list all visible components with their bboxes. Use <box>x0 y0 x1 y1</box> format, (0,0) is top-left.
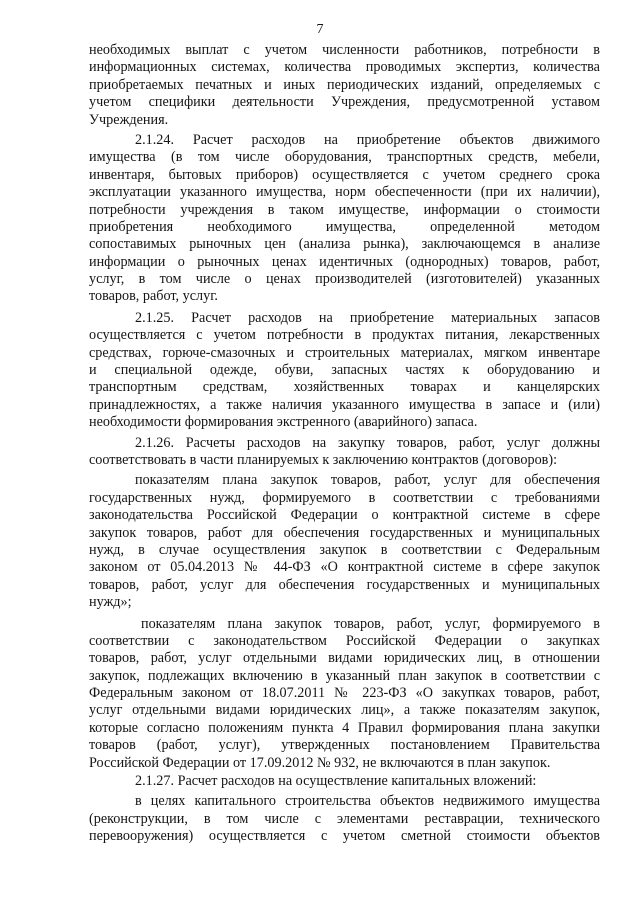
text-line: закупок, подлежащих включению в указанный план закупок в соответствии с <box>89 667 600 684</box>
text-line: государственных нужд, формируемого в соответствии с требованиями <box>89 489 600 506</box>
paragraph-2-1-27-start: 2.1.27. Расчет расходов на осуществление капитальных вложений: <box>135 773 537 790</box>
text-line: нужд»; <box>89 594 132 611</box>
text-line: и специальной одежде, обуви, запасных частях к оборудованию и <box>89 362 600 379</box>
paragraph-2-1-26-start: 2.1.26. Расчеты расходов на закупку товаров, работ, услуг должны <box>135 434 600 451</box>
text-line: имущества (в том числе оборудования, транспортных средств, мебели, <box>89 149 600 166</box>
text-line: Российской Федерации от 17.09.2012 № 932, не включаются в план закупок. <box>89 754 551 771</box>
text-line: информационных системах, количества проводимых экспертиз, количества <box>89 59 600 76</box>
text-line: законом от 05.04.2013 № 44-ФЗ «О контрактной системе в сфере закупок <box>89 559 600 576</box>
paragraph-2-1-25-start: 2.1.25. Расчет расходов на приобретение материальных запасов <box>135 309 600 326</box>
text-line: которые согласно положениям пункта 4 Правил формирования плана закупки <box>89 719 600 736</box>
text-line: услуг отдельными видами юридических лиц», а также показателям закупок, <box>89 702 600 719</box>
text-line: необходимых выплат с учетом численности работников, потребности в <box>89 42 600 58</box>
text-line: средствах, горюче-смазочных и строительных материалах, мягком инвентаре <box>89 344 600 361</box>
text-line: потребности учреждения в таком имуществе, информации о стоимости <box>89 201 600 218</box>
paragraph-plan-223fz-start: показателям плана закупок товаров, работ, услуг, формируемого в <box>141 615 600 632</box>
paragraph-2-1-24-start: 2.1.24. Расчет расходов на приобретение объектов движимого <box>135 131 600 148</box>
paragraph-capital-construction-start: в целях капитального строительства объектов недвижимого имущества <box>135 793 600 810</box>
text-line: эксплуатации указанного имущества, норм обеспеченности (при их наличии), <box>89 184 600 201</box>
text-line: необходимости формирования экстренного (аварийного) запаса. <box>89 414 478 431</box>
text-line: приобретаемых печатных и иных периодических изданий, определяемых с <box>89 76 600 93</box>
paragraph-plan-44fz-start: показателям плана закупок товаров, работ, услуг для обеспечения <box>135 472 600 489</box>
text-line: приобретения необходимого имущества, определенной методом <box>89 218 600 235</box>
text-line: закупок товаров, работ для обеспечения государственных и муниципальных <box>89 524 600 541</box>
text-line: (реконструкции, в том числе с элементами реставрации, технического <box>89 810 600 827</box>
text-line: соответствии с законодательством Российской Федерации о закупках <box>89 632 600 649</box>
text-line: товаров, работ, услуг отдельными видами юридических лиц, в отношении <box>89 650 600 667</box>
text-line: инвентаря, бытовых приборов) осуществляется с учетом среднего срока <box>89 166 600 183</box>
page-number: 7 <box>316 22 324 37</box>
text-line: информации о рыночных ценах идентичных (однородных) товаров, работ, <box>89 253 600 270</box>
text-line: Федеральным законом от 18.07.2011 № 223-ФЗ «О закупках товаров, работ, <box>89 685 600 702</box>
text-line: сопоставимых рыночных цен (анализа рынка), заключающемся в анализе <box>89 236 600 253</box>
text-line: нужд, в случае осуществления закупок в соответствии с Федеральным <box>89 541 600 558</box>
text-line: Учреждения. <box>89 111 169 128</box>
text-line: перевооружения) осуществляется с учетом сметной стоимости объектов <box>89 828 600 845</box>
text-line: осуществляется с учетом потребности в продуктах питания, лекарственных <box>89 327 600 344</box>
text-line: транспортным средствам, хозяйственных товарах и канцелярских <box>89 379 600 396</box>
document-body <box>89 42 600 846</box>
text-line: товаров, работ, услуг. <box>89 288 218 305</box>
text-line: законодательства Российской Федерации о контрактной системе в сфере <box>89 507 600 524</box>
text-line: услуг, в том числе о ценах производителей (изготовителей) указанных <box>89 271 600 288</box>
text-line: товаров, работ, услуг для обеспечения государственных и муниципальных <box>89 576 600 593</box>
text-line: товаров (работ, услуг), утвержденных постановлением Правительства <box>89 737 600 754</box>
text-line: принадлежностях, а также наличия указанного имущества в запасе и (или) <box>89 396 600 413</box>
text-line: учетом специфики деятельности Учреждения, предусмотренной уставом <box>89 94 600 111</box>
text-line: соответствовать в части планируемых к заключению контрактов (договоров): <box>89 451 558 468</box>
